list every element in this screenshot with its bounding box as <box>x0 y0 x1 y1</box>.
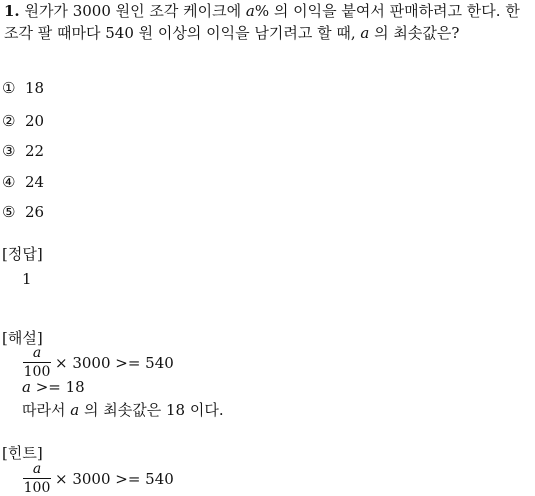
option-4 <box>2 175 44 190</box>
explanation-fraction <box>23 346 51 379</box>
option-5-mark: ⑤ <box>2 203 16 221</box>
hint-fraction-numerator: a <box>32 461 42 477</box>
option-1-value: 18 <box>25 79 45 97</box>
question-line-1 <box>4 4 520 19</box>
explanation-label: [해설] <box>2 329 43 347</box>
option-5-value: 26 <box>25 203 45 221</box>
option-2-mark: ② <box>2 112 16 130</box>
explanation-fraction-numerator: a <box>32 345 42 361</box>
option-3-value: 22 <box>25 142 45 160</box>
fraction-bar <box>23 362 51 363</box>
question-line-2 <box>4 26 459 41</box>
option-2 <box>2 114 44 129</box>
question-text-2b: 의 최솟값은? <box>374 24 460 42</box>
question-text-2a: 조각 팔 때마다 540 원 이상의 이익을 남기려고 할 때, <box>4 24 356 42</box>
explanation-fraction-denominator: 100 <box>23 364 51 380</box>
answer-label: [정답] <box>2 245 43 263</box>
hint-fraction <box>23 462 51 495</box>
explanation-line-2 <box>22 380 85 395</box>
option-4-value: 24 <box>25 173 45 191</box>
explanation-line-3-var: a <box>70 401 80 419</box>
explanation-line-3a: 따라서 <box>22 401 66 419</box>
explanation-line-3 <box>22 403 224 418</box>
explanation-line-3b: 의 최솟값은 18 이다. <box>84 401 224 419</box>
explanation-line-2-rest: >= 18 <box>35 378 85 396</box>
option-5 <box>2 205 44 220</box>
option-4-mark: ④ <box>2 173 16 191</box>
hint-line-1-rest: × 3000 >= 540 <box>55 470 174 488</box>
fraction-bar <box>23 478 51 479</box>
answer-value: 1 <box>22 270 32 288</box>
question-text-1b: % 의 이익을 붙여서 판매하려고 한다. 한 <box>254 2 520 20</box>
option-1-mark: ① <box>2 79 16 97</box>
option-3 <box>2 144 44 159</box>
question-var-a-1: a <box>245 2 255 20</box>
option-3-mark: ③ <box>2 142 16 160</box>
option-2-value: 20 <box>25 112 45 130</box>
hint-label: [힌트] <box>2 444 43 462</box>
explanation-line-1-rest: × 3000 >= 540 <box>55 354 174 372</box>
explanation-var-a: a <box>22 378 31 396</box>
option-1 <box>2 81 44 96</box>
question-text-1a: 원가가 3000 원인 조각 케이크에 <box>24 2 242 20</box>
question-number: 1. <box>4 2 20 20</box>
question-var-a-2: a <box>360 24 370 42</box>
hint-fraction-denominator: 100 <box>23 480 51 496</box>
